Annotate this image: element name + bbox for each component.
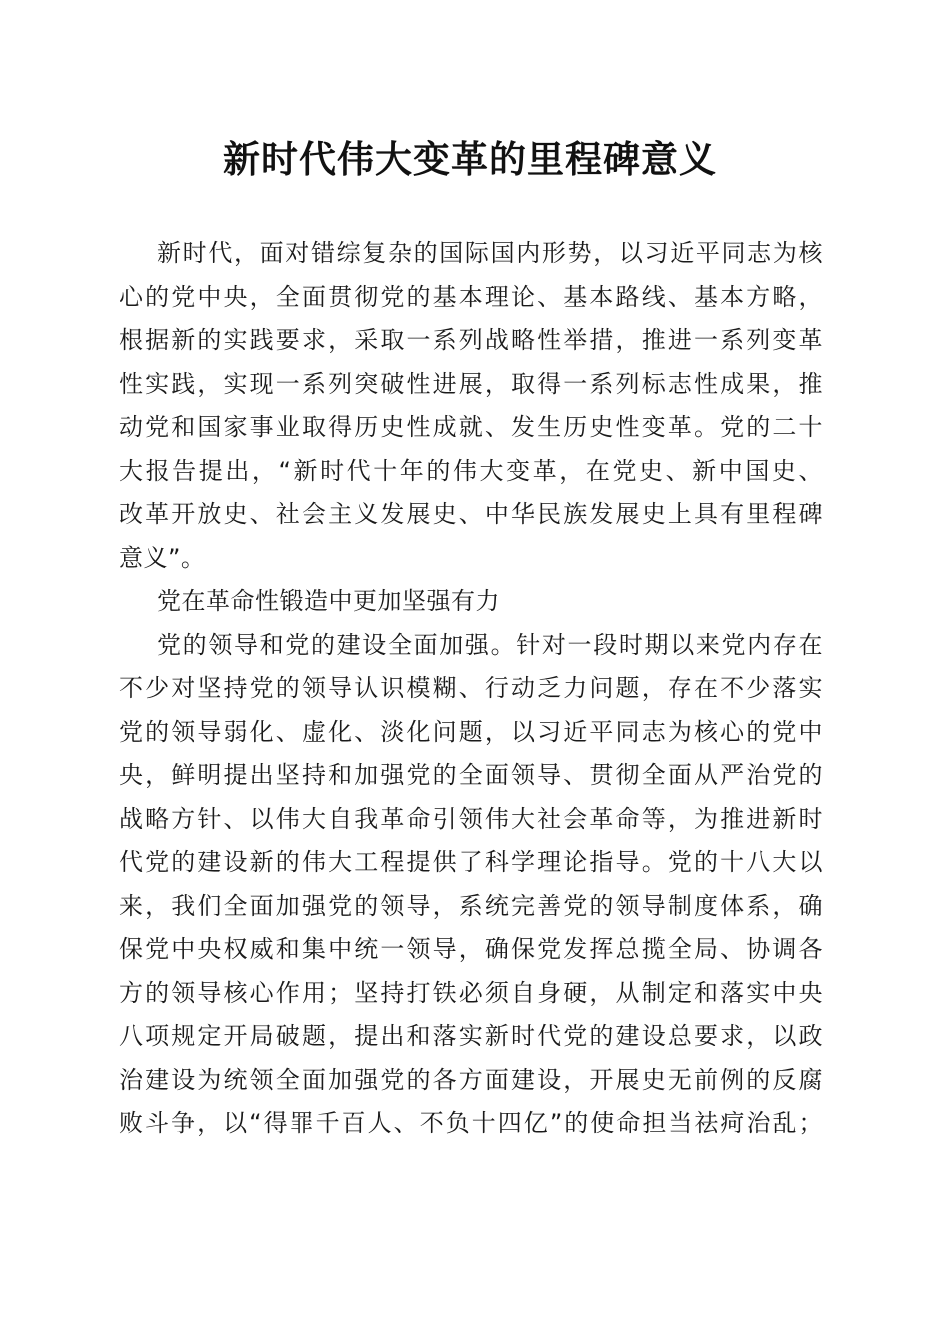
- paragraph-line: 战略方针、以伟大自我革命引领伟大社会革命等，为推进新时: [119, 804, 823, 833]
- paragraph-line: 败斗争，以“得罪千百人、不负十四亿”的使命担当祛疴治乱；: [119, 1109, 823, 1137]
- paragraph-line: 央，鲜明提出坚持和加强党的全面领导、贯彻全面从严治党的: [119, 761, 823, 789]
- paragraph-line: 动党和国家事业取得历史性成就、发生历史性变革。党的二十: [119, 413, 823, 441]
- paragraph-line: 方的领导核心作用；坚持打铁必须自身硬，从制定和落实中央: [119, 978, 823, 1007]
- paragraph-line: 意义”。: [119, 543, 206, 572]
- document-body: [119, 232, 823, 1146]
- paragraph-line: 新时代，面对错综复杂的国际国内形势，以习近平同志为核: [157, 239, 823, 267]
- paragraph-line: 党的领导和党的建设全面加强。针对一段时期以来党内存在: [157, 630, 823, 659]
- paragraph-line: 代党的建设新的伟大工程提供了科学理论指导。党的十八大以: [119, 848, 823, 876]
- paragraph-line: 根据新的实践要求，采取一系列战略性举措，推进一系列变革: [119, 326, 823, 354]
- paragraph-line: 性实践，实现一系列突破性进展，取得一系列标志性成果，推: [119, 369, 823, 398]
- paragraph-line: 来，我们全面加强党的领导，系统完善党的领导制度体系，确: [119, 891, 823, 920]
- paragraph-line: 大报告提出，“新时代十年的伟大变革，在党史、新中国史、: [119, 456, 823, 485]
- document-title: 新时代伟大变革的里程碑意义: [223, 137, 717, 181]
- paragraph-line: 心的党中央，全面贯彻党的基本理论、基本路线、基本方略，: [119, 282, 823, 311]
- paragraph-line: 八项规定开局破题，提出和落实新时代党的建设总要求，以政: [119, 1022, 823, 1050]
- paragraph-line: 治建设为统领全面加强党的各方面建设，开展史无前例的反腐: [119, 1065, 823, 1094]
- paragraph-line: 党的领导弱化、虚化、淡化问题，以习近平同志为核心的党中: [119, 717, 823, 746]
- paragraph-line: 改革开放史、社会主义发展史、中华民族发展史上具有里程碑: [119, 500, 823, 528]
- paragraph-line: 保党中央权威和集中统一领导，确保党发挥总揽全局、协调各: [119, 935, 823, 963]
- section-heading: 党在革命性锻造中更加坚强有力: [157, 587, 500, 615]
- paragraph-line: 不少对坚持党的领导认识模糊、行动乏力问题，存在不少落实: [119, 674, 823, 702]
